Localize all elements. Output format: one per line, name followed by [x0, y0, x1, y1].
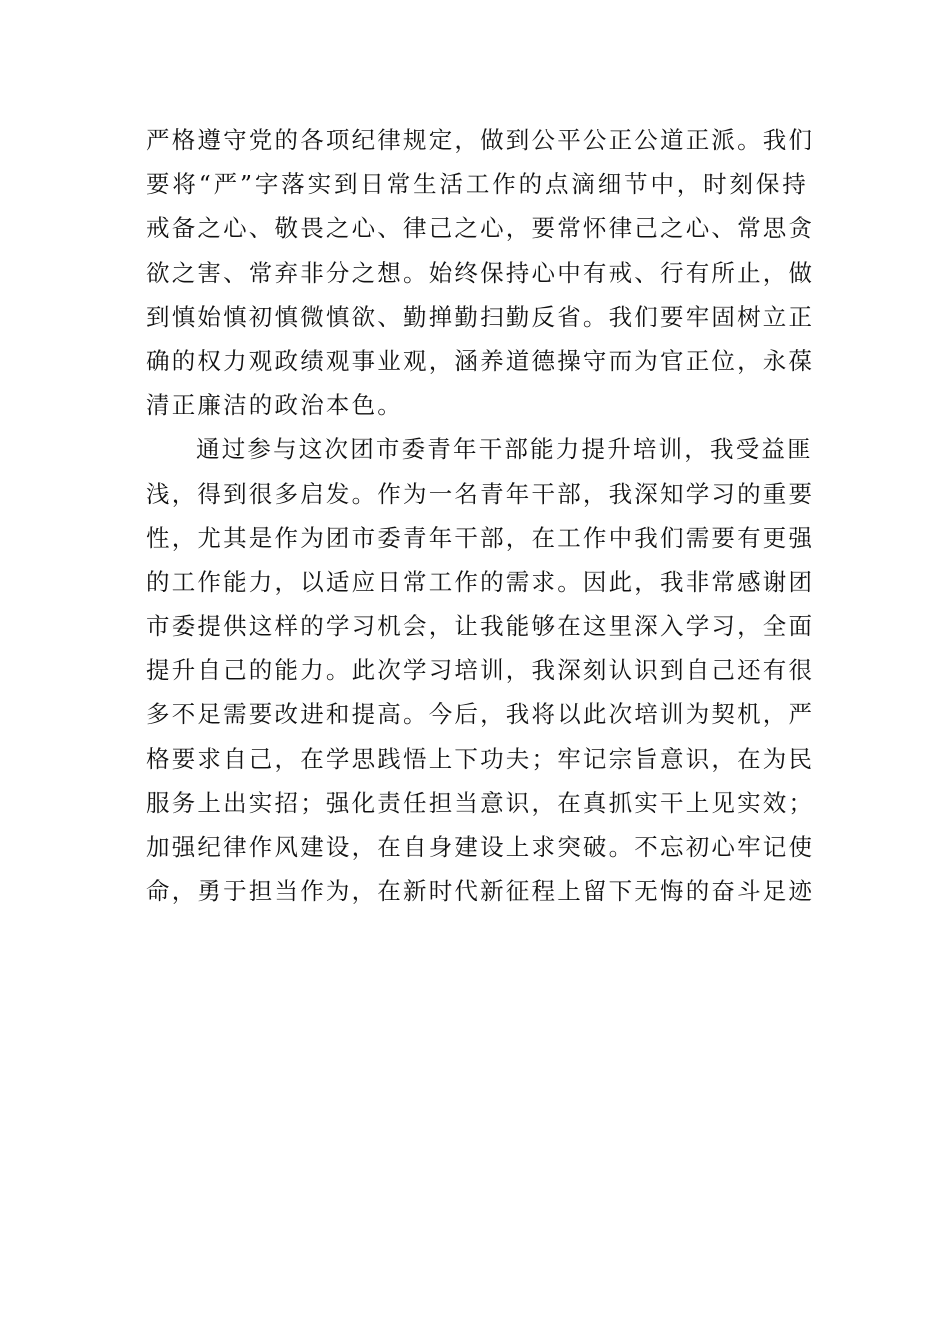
document-body	[146, 118, 815, 913]
text-line: 性，尤其是作为团市委青年干部，在工作中我们需要有更强	[146, 523, 815, 552]
text-line: 通过参与这次团市委青年干部能力提升培训，我受益匪	[196, 435, 813, 464]
text-line: 浅，得到很多启发。作为一名青年干部，我深知学习的重要	[146, 479, 815, 508]
text-line: 提升自己的能力。此次学习培训，我深刻认识到自己还有很	[146, 656, 815, 685]
text-line: 加强纪律作风建设，在自身建设上求突破。不忘初心牢记使	[146, 833, 815, 861]
text-line: 到慎始慎初慎微慎欲、勤掸勤扫勤反省。我们要牢固树立正	[146, 302, 815, 331]
text-line: 确的权力观政绩观事业观，涵养道德操守而为官正位，永葆	[146, 346, 815, 375]
text-line: 欲之害、常弃非分之想。始终保持心中有戒、行有所止，做	[146, 258, 815, 287]
text-line: 严格遵守党的各项纪律规定，做到公平公正公道正派。我们	[146, 126, 815, 154]
text-line: 服务上出实招；强化责任担当意识，在真抓实干上见实效；	[146, 788, 815, 817]
text-line: 戒备之心、敬畏之心、律己之心，要常怀律己之心、常思贪	[146, 214, 815, 243]
text-line: 的工作能力，以适应日常工作的需求。因此，我非常感谢团	[146, 567, 815, 596]
text-line: 格要求自己，在学思践悟上下功夫；牢记宗旨意识，在为民	[146, 744, 815, 773]
text-line: 清正廉洁的政治本色。	[146, 391, 403, 420]
text-line: 要将“严”字落实到日常生活工作的点滴细节中，时刻保持	[146, 170, 808, 199]
text-line: 多不足需要改进和提高。今后，我将以此次培训为契机，严	[146, 700, 815, 729]
text-line: 市委提供这样的学习机会，让我能够在这里深入学习，全面	[146, 612, 815, 641]
text-line: 命，勇于担当作为，在新时代新征程上留下无悔的奋斗足迹	[146, 877, 815, 906]
paragraph-2	[146, 427, 815, 913]
paragraph-1	[146, 118, 815, 427]
